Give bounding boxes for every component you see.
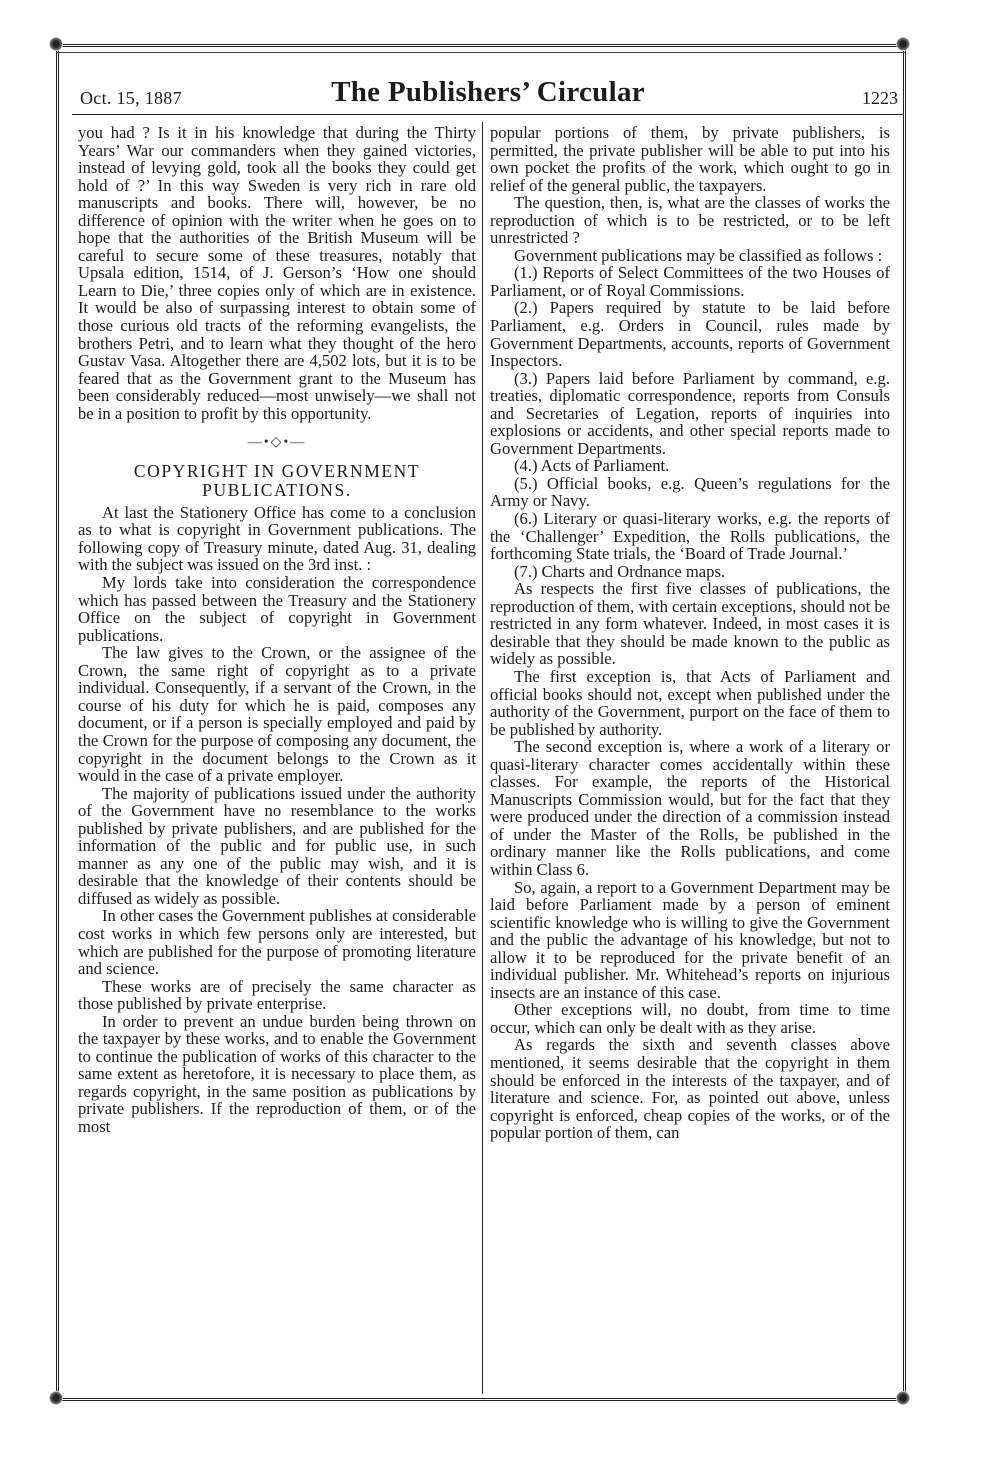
- top-border-rule-inner: [56, 52, 906, 53]
- paragraph: In order to prevent an undue burden being thrown on the taxpayer by these works, and to enable the Government to continue the publication of works of this character to the same extent as heretofore, it is necessary to place them, as regards copyright, in the same position as publications by private publishers. If the reproduction of them, or of the most: [78, 1011, 476, 1136]
- list-item: (5.) Official books, e.g. Queen’s regulations for the Army or Navy.: [490, 473, 890, 511]
- paragraph: My lords take into consideration the correspondence which has passed between the Treasury and the Stationery Office on the subject of copyright in Government publications.: [78, 573, 476, 645]
- list-item: (6.) Literary or quasi-literary works, e.g. the reports of the ‘Challenger’ Expedition, the Rolls publications, the forthcoming State trials, the ‘Board of Trade Journal.’: [490, 509, 890, 564]
- bottom-border-rule: [56, 1398, 906, 1401]
- paragraph: These works are of precisely the same character as those published by private enterprise.: [78, 976, 476, 1014]
- list-item: (4.) Acts of Parliament.: [514, 456, 670, 476]
- left-border-rule: [56, 44, 59, 1404]
- corner-ornament-icon: [896, 37, 910, 51]
- section-heading-line: COPYRIGHT IN GOVERNMENT: [133, 460, 421, 481]
- paragraph: So, again, a report to a Government Department may be laid before Parliament made by a person of eminent scientific knowledge who is willing to give the Government and the public the advantage of his knowledge, but not to allow it to be reproduced for the private benefit of an individual publisher. Mr. Whitehead’s reports on injurious insects are an instance of this case.: [490, 877, 890, 1002]
- top-border-rule: [56, 44, 906, 47]
- paragraph: The question, then, is, what are the classes of works the reproduction of which is to be restricted, or to be left unrestricted ?: [490, 193, 890, 248]
- paragraph: Other exceptions will, no doubt, from time to time occur, which can only be dealt with as they arise.: [490, 1000, 890, 1037]
- section-heading-line: PUBLICATIONS.: [202, 479, 352, 500]
- paragraph: The majority of publications issued under the authority of the Government have no resemblance to the works published by private publishers, and are published for the information of the public and for public use, in such manner as any one of the public may wish, and it is desirable that the knowledge of their contents should be diffused as widely as possible.: [78, 783, 476, 908]
- paragraph: The first exception is, that Acts of Parliament and official books should not, except when published under the authority of the Government, purport on the face of them to be published by authority.: [490, 666, 890, 739]
- list-item: (2.) Papers required by statute to be laid before Parliament, e.g. Orders in Council, rules made by Government Departments, accounts, reports of Government Inspectors.: [490, 298, 890, 371]
- corner-ornament-icon: [49, 1391, 63, 1405]
- right-border-rule: [903, 44, 906, 1404]
- paragraph: The law gives to the Crown, or the assignee of the Crown, the same right of copyright as to a private individual. Consequently, if a servant of the Crown, in the course of his duty for which he is paid, composes any document, or if a person is specially employed and paid by the Crown for the purpose of composing any document, the copyright in the document belongs to the Crown as it would in the case of a private employer.: [78, 643, 476, 786]
- paragraph: In other cases the Government publishes at considerable cost works in which few persons only are interested, but which are published for the purpose of promoting literature and science.: [78, 906, 476, 979]
- paragraph: you had ? Is it in his knowledge that during the Thirty Years’ War our commanders when they gained victories, instead of levying gold, took all the books they could get hold of ?’ In this way Sweden is very rich in rare old manuscripts and books. There will, however, be no difference of opinion with the writer when he goes on to hope that the authorities of the British Museum will be careful to secure some of these treasures, notably that Upsala edition, 1514, of J. Gerson’s ‘How one should Learn to Die,’ three copies only of which are in existence. It would be also of surpassing interest to obtain some of those curious old tracts of the reforming evangelists, the brothers Petri, and to learn what they thought of the hero Gustav Vasa. Altogether there are 4,502 lots, but it is to be feared that as the Government grant to the Museum has been considerably reduced—most unwisely—we shall not be in a position to profit by this opportunity.: [78, 123, 476, 423]
- list-item: (1.) Reports of Select Committees of the two Houses of Parliament, or of Royal Commissions.: [490, 263, 890, 300]
- paragraph: popular portions of them, by private publishers, is permitted, the private publisher will be able to put into his own pocket the profits of the work, which ought to go in relief of the general public, the taxpayers.: [490, 123, 890, 195]
- list-item: (3.) Papers laid before Parliament by command, e.g. treaties, diplomatic correspondence, reports from Consuls and Secretaries of Legation, reports of inquiries into explosions or accidents, and other special reports made to Government Departments.: [490, 368, 890, 458]
- paragraph: As respects the first five classes of publications, the reproduction of them, with certain exceptions, should not be restricted in any form whatever. Indeed, in most cases it is desirable that they should be made known to the public as widely as possible.: [490, 579, 890, 669]
- paragraph: As regards the sixth and seventh classes above mentioned, it seems desirable that the copyright in them should be enforced in the interests of the taxpayer, and of literature and science. For, as pointed out above, unless copyright is enforced, cheap copies of the works, or of the popular portion of them, can: [490, 1035, 890, 1143]
- paragraph: Government publications may be classified as follows :: [514, 245, 883, 265]
- publication-title: The Publishers’ Circular: [331, 76, 645, 108]
- header-rule: [72, 114, 904, 115]
- right-column: [490, 124, 890, 1142]
- section-heading: [78, 462, 476, 500]
- page-header: [72, 72, 904, 112]
- list-item: (7.) Charts and Ordnance maps.: [514, 561, 726, 581]
- corner-ornament-icon: [896, 1391, 910, 1405]
- issue-date: Oct. 15, 1887: [80, 88, 182, 108]
- paragraph: The second exception is, where a work of a literary or quasi-literary character comes accidentally within these classes. For example, the reports of the Historical Manuscripts Commission would, but for the fact that they were produced under the direction of a commission instead of under the Master of the Rolls, be published in the ordinary manner like the Rolls publications, and come within Class 6.: [490, 737, 890, 879]
- left-column: [78, 124, 476, 1136]
- column-separator: [482, 122, 483, 1394]
- corner-ornament-icon: [49, 37, 63, 51]
- section-divider: —•◇•—: [247, 435, 307, 451]
- page-number: 1223: [862, 88, 898, 108]
- paragraph: At last the Stationery Office has come to a conclusion as to what is copyright in Government publications. The following copy of Treasury minute, dated Aug. 31, dealing with the subject was issued on the 3rd inst. :: [78, 502, 476, 575]
